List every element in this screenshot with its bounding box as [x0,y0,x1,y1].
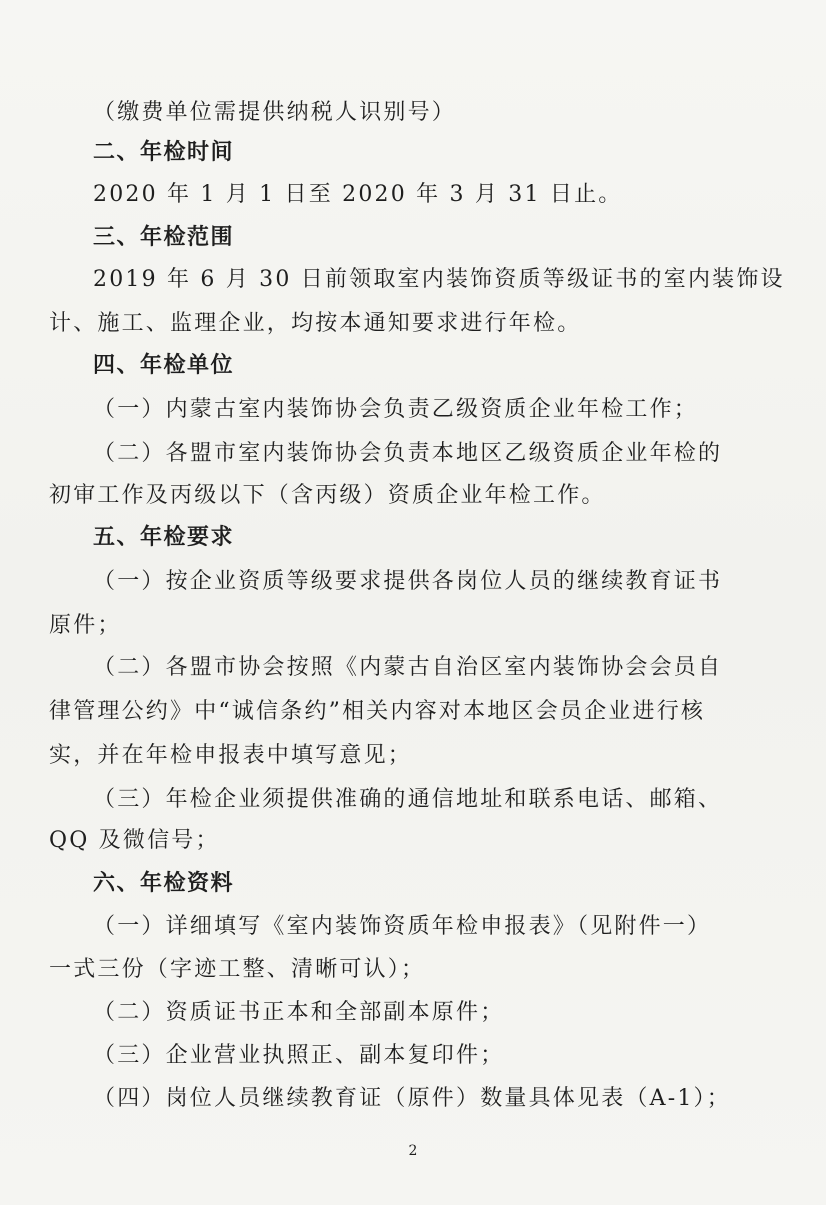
paragraph-time-range: 2020 年 1 月 1 日至 2020 年 3 月 31 日止。 [93,182,623,207]
item-requirement-1-line-1: （一）按企业资质等级要求提供各岗位人员的继续教育证书 [93,569,723,594]
item-material-4: （四）岗位人员继续教育证（原件）数量具体见表（A-1）； [93,1086,731,1111]
section-heading-requirements: 五、年检要求 [93,525,235,550]
item-unit-1: （一）内蒙古室内装饰协会负责乙级资质企业年检工作； [93,397,699,422]
item-material-1-line-2: 一式三份（字迹工整、清晰可认）； [49,957,426,982]
item-requirement-3-line-1: （三）年检企业须提供准确的通信地址和联系电话、邮箱、 [93,787,723,812]
item-unit-2-line-1: （二）各盟市室内装饰协会负责本地区乙级资质企业年检的 [93,441,723,466]
section-heading-unit: 四、年检单位 [93,353,235,378]
note-taxpayer-id: （缴费单位需提供纳税人识别号） [93,100,457,125]
item-requirement-3-line-2: QQ 及微信号； [49,828,220,853]
item-requirement-2-line-2: 律管理公约》中“诚信条约”相关内容对本地区会员企业进行核 [49,699,706,724]
section-heading-time: 二、年检时间 [93,140,235,165]
section-heading-scope: 三、年检范围 [93,225,235,250]
item-material-3: （三）企业营业执照正、副本复印件； [93,1043,505,1068]
paragraph-scope-line-1: 2019 年 6 月 30 日前领取室内装饰资质等级证书的室内装饰设 [93,267,785,292]
page-number: 2 [408,1143,418,1159]
item-requirement-2-line-3: 实，并在年检申报表中填写意见； [49,743,413,768]
item-material-1-line-1: （一）详细填写《室内装饰资质年检申报表》（见附件一） [93,914,712,939]
item-requirement-1-line-2: 原件； [49,613,122,638]
item-material-2: （二）资质证书正本和全部副本原件； [93,1000,505,1025]
item-unit-2-line-2: 初审工作及丙级以下（含丙级）资质企业年检工作。 [49,483,606,508]
item-requirement-2-line-1: （二）各盟市协会按照《内蒙古自治区室内装饰协会会员自 [93,655,723,680]
section-heading-materials: 六、年检资料 [93,871,235,896]
paragraph-scope-line-2: 计、施工、监理企业，均按本通知要求进行年检。 [49,311,582,336]
